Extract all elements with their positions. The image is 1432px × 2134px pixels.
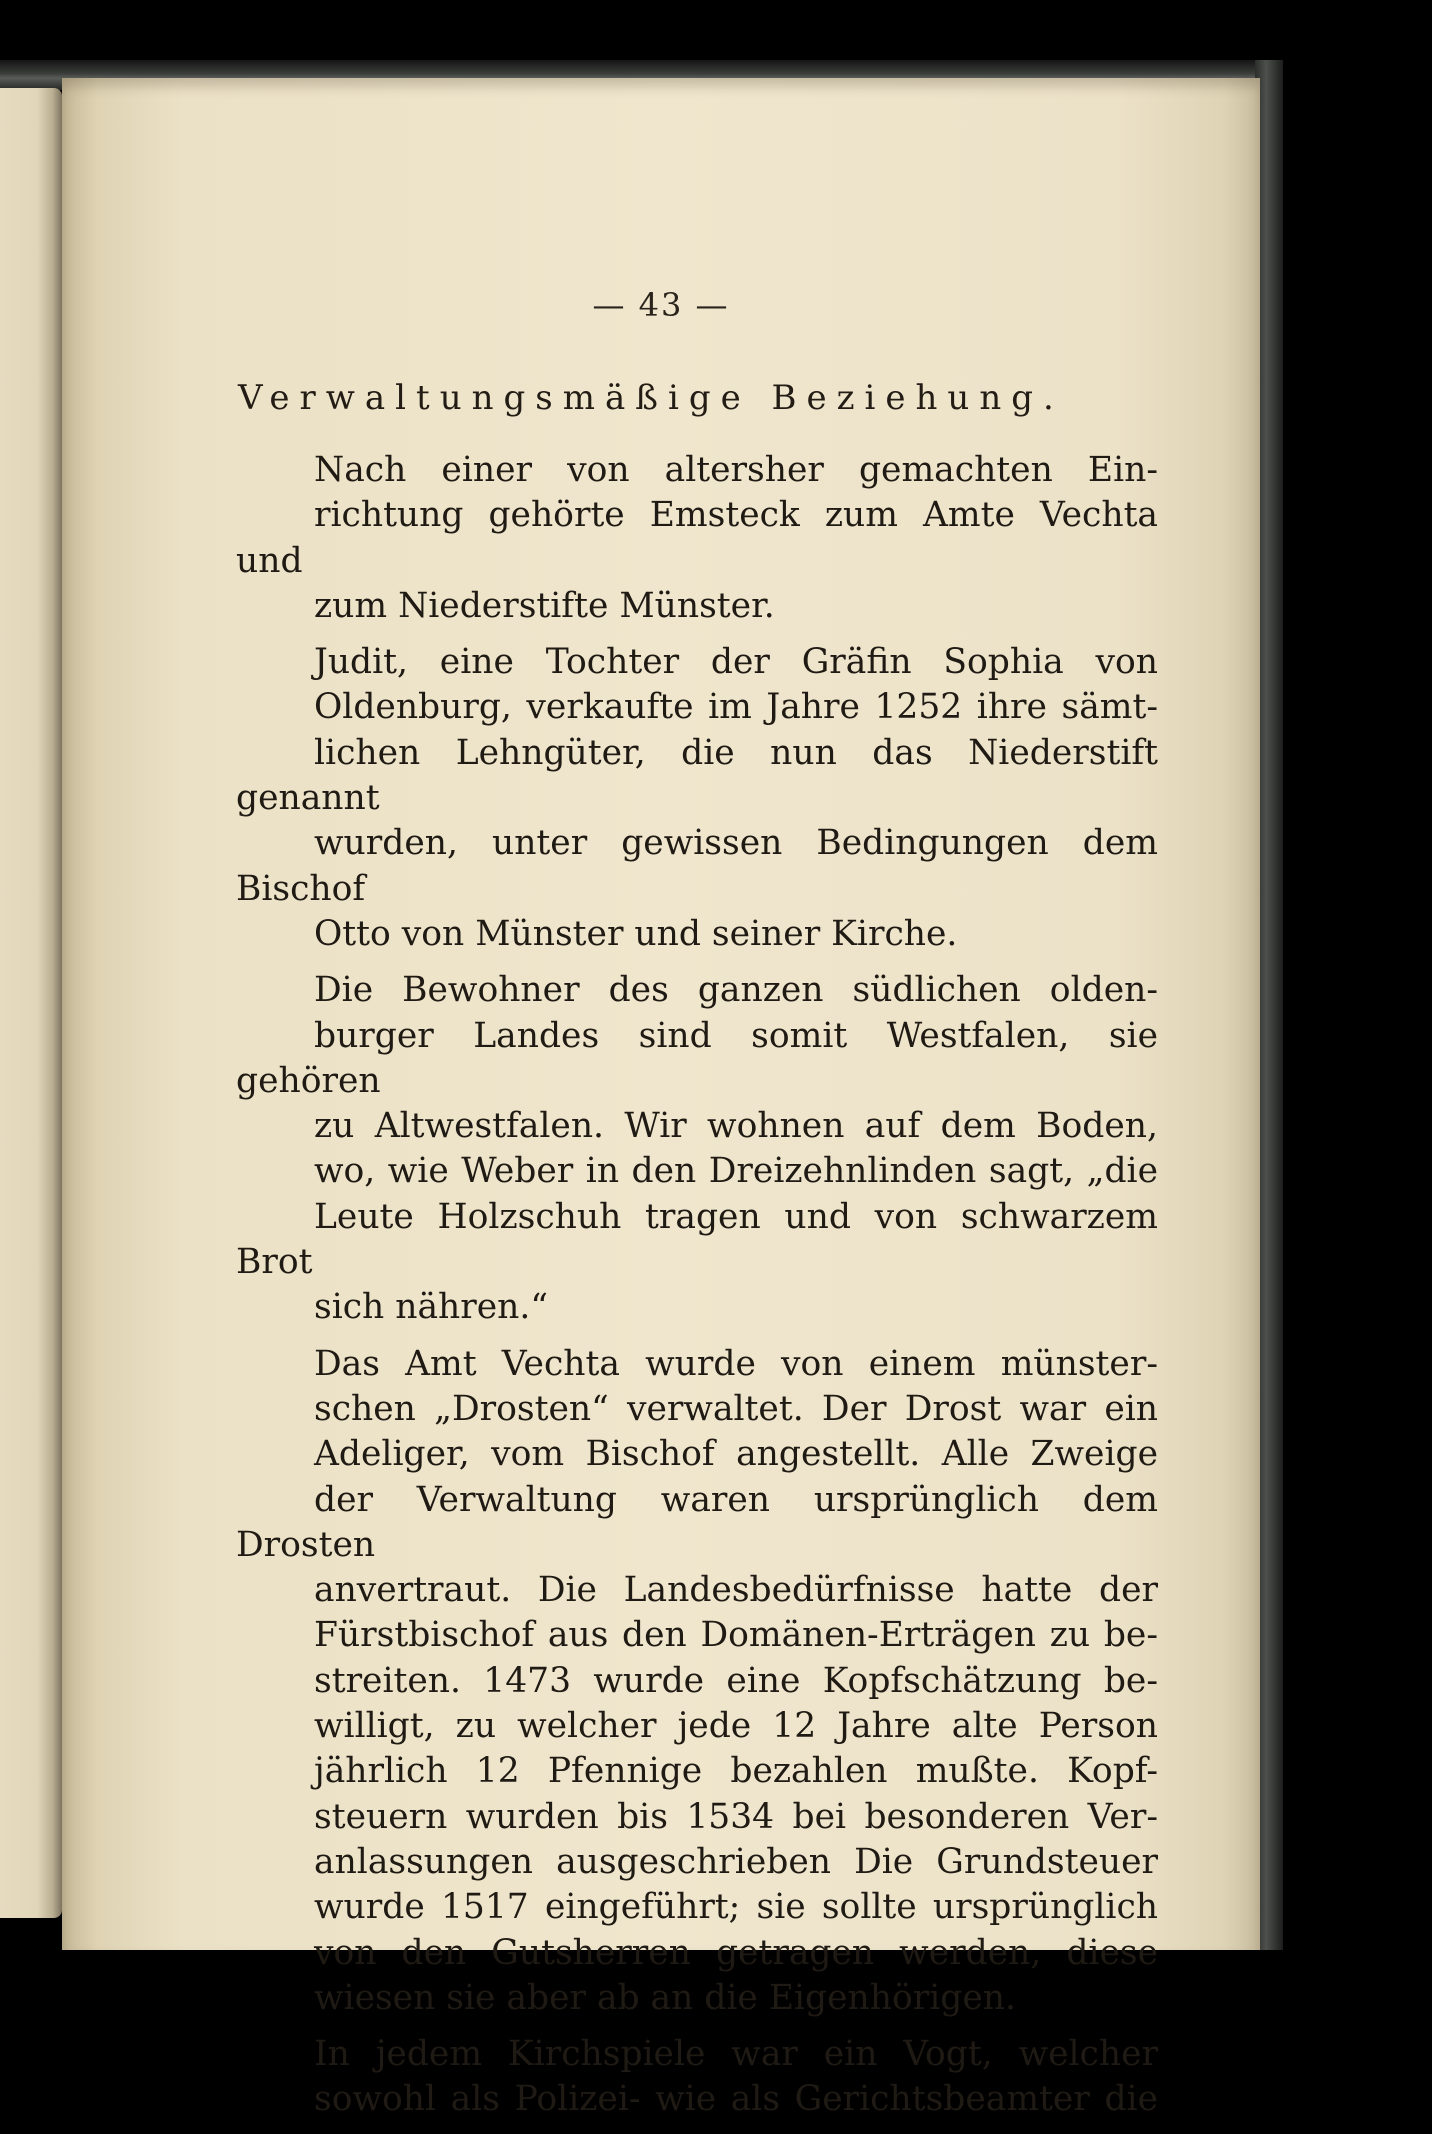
text-line: sich nähren.“ xyxy=(314,1287,548,1328)
body-text xyxy=(236,448,1158,2134)
page-number: — 43 — xyxy=(592,286,730,324)
text-line: burger Landes sind somit Westfalen, sie gehören xyxy=(236,1015,1158,1101)
paragraph-4 xyxy=(236,1342,1158,2021)
text-line: steuern wurden bis 1534 bei besonderen Ver- xyxy=(314,1796,1158,1837)
text-line: Nach einer von altersher gemachten Ein- xyxy=(314,450,1158,490)
facing-page-edge xyxy=(0,88,62,1918)
paragraph-3 xyxy=(236,968,1158,1330)
text-line: sowohl als Polizei- wie als Gerichtsbeamter die xyxy=(314,2079,1158,2120)
text-line: jährlich 12 Pfennige bezahlen mußte. Kopf- xyxy=(314,1751,1158,1792)
text-line: der Verwaltung waren ursprünglich dem Drosten xyxy=(236,1479,1158,1565)
text-line: schen „Drosten“ verwaltet. Der Drost war ein xyxy=(314,1388,1158,1429)
book-page xyxy=(62,78,1260,2120)
text-line: anlassungen ausgeschrieben Die Grundsteuer xyxy=(314,1841,1158,1882)
text-line: von den Gutsherren getragen werden, diese xyxy=(314,1932,1158,1973)
paragraph-5 xyxy=(236,2032,1158,2123)
text-line: wo, wie Weber in den Dreizehnlinden sagt, „die xyxy=(314,1151,1158,1192)
text-line: anvertraut. Die Landesbedürfnisse hatte der xyxy=(314,1570,1158,1611)
text-line: zu Altwestfalen. Wir wohnen auf dem Boden, xyxy=(314,1106,1158,1147)
text-line: Adeliger, vom Bischof angestellt. Alle Zweige xyxy=(314,1434,1158,1475)
text-line: Fürstbischof aus den Domänen-Erträgen zu be- xyxy=(314,1615,1158,1656)
text-line: Die Bewohner des ganzen südlichen olden- xyxy=(314,970,1158,1011)
text-line: Judit, eine Tochter der Gräfin Sophia von xyxy=(314,642,1158,683)
text-line: Otto von Münster und seiner Kirche. xyxy=(314,913,958,954)
text-line: willigt, zu welcher jede 12 Jahre alte Person xyxy=(314,1706,1158,1747)
section-heading: Verwaltungsmäßige Beziehung. xyxy=(238,378,1064,418)
text-line: richtung gehörte Emsteck zum Amte Vechta und xyxy=(236,495,1158,581)
text-line: wiesen sie aber ab an die Eigenhörigen. xyxy=(314,1977,1016,2018)
text-line: wurde 1517 eingeführt; sie sollte ursprünglich xyxy=(314,1887,1158,1928)
text-line: zum Niederstifte Münster. xyxy=(314,585,775,626)
text-line: Das Amt Vechta wurde von einem münster- xyxy=(314,1343,1158,1384)
paragraph-2 xyxy=(236,640,1158,957)
text-line: Leute Holzschuh tragen und von schwarzem Brot xyxy=(236,1196,1158,1283)
text-line: streiten. 1473 wurde eine Kopfschätzung be- xyxy=(314,1660,1158,1701)
text-line: In jedem Kirchspiele war ein Vogt, welcher xyxy=(314,2034,1158,2075)
text-line: wurden, unter gewissen Bedingungen dem Bischof xyxy=(236,823,1158,909)
text-line: lichen Lehngüter, die nun das Niederstift genannt xyxy=(236,732,1158,819)
paragraph-1 xyxy=(236,448,1158,629)
text-line: Oldenburg, verkaufte im Jahre 1252 ihre sämt- xyxy=(314,687,1158,728)
